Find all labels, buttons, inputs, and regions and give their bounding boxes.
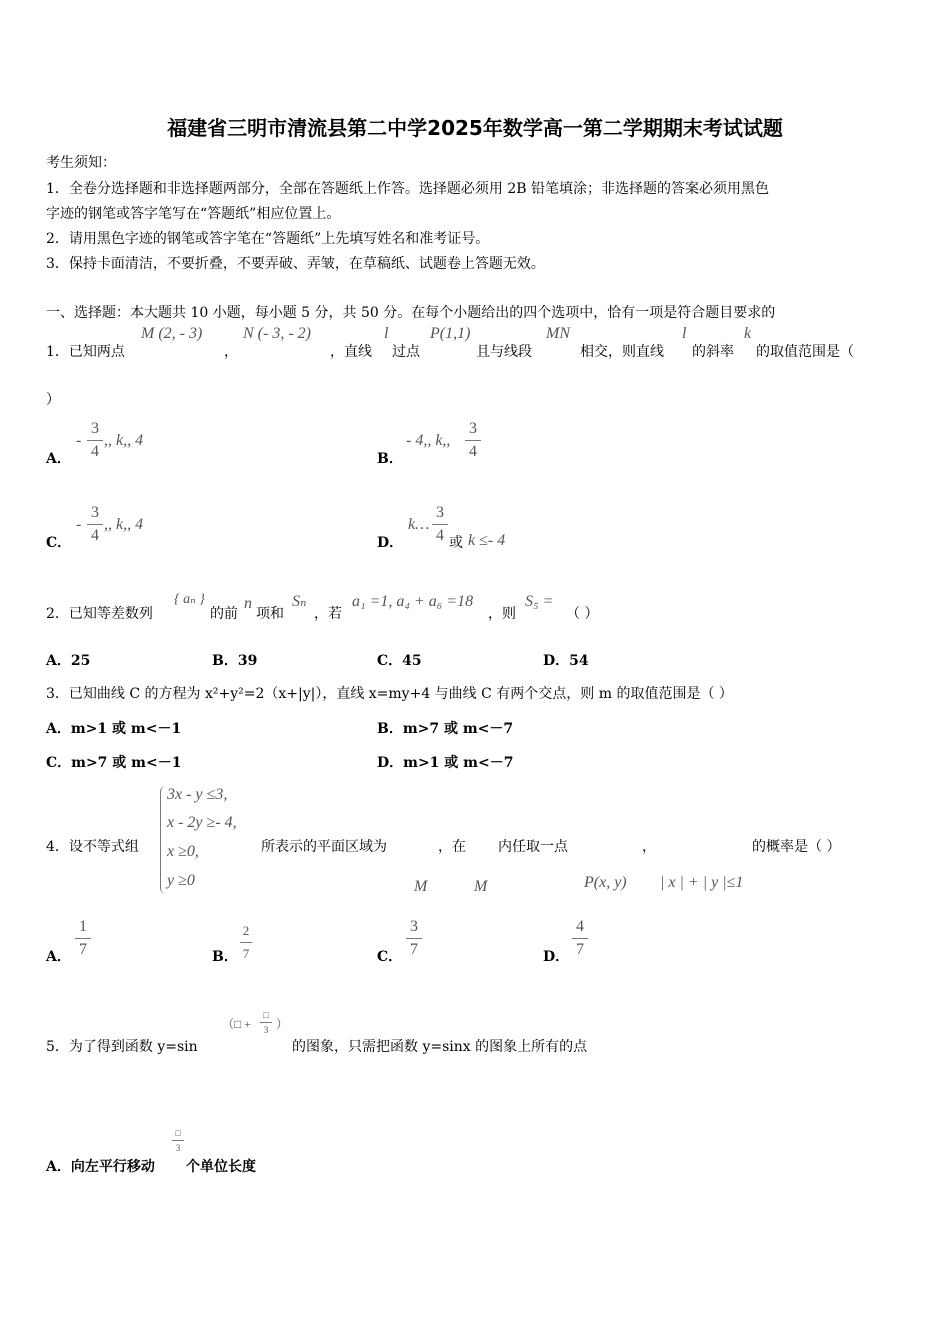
q4-inequality-2: x - 2y ≥- 4, [167, 814, 237, 831]
q4-option-d-label: D． [543, 949, 570, 965]
page-title: 福建省三明市清流县第二中学2025年数学高一第二学期期末考试试题 [167, 116, 783, 140]
q4-inequality-1: 3x - y ≤3, [167, 786, 228, 803]
q1-segment-mn: MN [546, 325, 570, 342]
q5-argument-fraction: □ 3 [260, 1010, 272, 1035]
q5-option-a-text: 个单位长度 [186, 1159, 256, 1175]
q2-text-4: ，则 [488, 606, 516, 622]
q1-close-paren: ） [46, 392, 60, 408]
q1-text-5: 的斜率 [692, 344, 734, 360]
q4-option-a-fraction: 1 7 [75, 918, 91, 959]
q5-argument: （□ + [222, 1017, 252, 1031]
q1-option-c-fraction: 3 4 [87, 504, 103, 545]
notice-item-3: 3．保持卡面清洁，不要折叠，不要弄破、弄皱，在草稿纸、试题卷上答题无效。 [46, 256, 545, 272]
q2-condition: a₁ =1, a₄ + a₆ =18 [352, 593, 474, 610]
q4-option-d-fraction: 4 7 [572, 918, 588, 959]
q3-option-a: A．m>1 或 m<－1 [46, 721, 182, 737]
q5-argument-close: ） [276, 1017, 289, 1031]
q5-option-a-fraction: □ 3 [172, 1128, 184, 1153]
q1-text-4: 相交，则直线 [580, 344, 664, 360]
q2-text-1: 的前 [210, 606, 238, 622]
q4-text-3: 内任取一点 [498, 839, 568, 855]
q1-option-a-sign: - [76, 432, 82, 449]
notice-item-2: 2．请用黑色字迹的钢笔或答字笔在“答题纸”上先填写姓名和准考证号。 [46, 231, 490, 247]
q1-option-b-fraction: 3 4 [465, 420, 481, 461]
q2-sn: Sₙ [292, 593, 307, 610]
q4-inequality-3: x ≥0, [167, 843, 199, 860]
q2-sequence-an: { aₙ } [174, 592, 205, 607]
q2-paren: （ ） [566, 606, 599, 622]
q2-option-b: B．39 [212, 653, 258, 669]
q1-option-c-sign: - [76, 516, 82, 533]
q1-option-a-range: ,, k,, 4 [104, 432, 144, 449]
q1-text-2: 过点 [392, 344, 420, 360]
notice-heading: 考生须知： [46, 155, 116, 171]
q1-point-n: N (- 3, - 2) [243, 325, 311, 342]
q5-option-a-label: A．向左平行移动 [46, 1159, 155, 1175]
q4-system-brace [160, 786, 167, 894]
q5-number-text: 5．为了得到函数 y=sin [46, 1039, 198, 1055]
q3-text: 3．已知曲线 C 的方程为 x²+y²=2（x+|y|），直线 x=my+4 与曲线 C 有两个交点，则 m 的取值范围是（ ） [46, 686, 733, 702]
notice-item-1-line-2: 字迹的钢笔或答字笔写在“答题纸”相应位置上。 [46, 206, 341, 222]
q1-text-1: ，直线 [330, 344, 372, 360]
q2-n: n [244, 595, 252, 612]
q4-inequality-4: y ≥0 [167, 872, 195, 889]
q2-option-c: C．45 [377, 653, 422, 669]
q4-text-1: 所表示的平面区域为 [261, 839, 387, 855]
q3-option-d: D．m>1 或 m<－7 [377, 755, 514, 771]
q2-s5: S₅ = [525, 593, 554, 610]
q1-option-d-fraction: 3 4 [432, 504, 448, 545]
q4-text-4: ， [642, 839, 656, 855]
q4-region-m-1: M [414, 878, 428, 895]
q1-slope-k: k [744, 325, 752, 342]
q1-point-p: P(1,1) [430, 325, 471, 342]
q3-option-b: B．m>7 或 m<－7 [377, 721, 514, 737]
q1-option-d-k: k… [408, 516, 430, 533]
q1-option-b-range: - 4,, k,, [406, 432, 451, 449]
q4-condition: | x | + | y |≤1 [660, 874, 744, 891]
q1-option-d-label: D． [377, 535, 404, 551]
q4-point-p: P(x, y) [584, 874, 627, 891]
q4-option-c-fraction: 3 7 [406, 918, 422, 959]
q3-option-c: C．m>7 或 m<－1 [46, 755, 182, 771]
q5-text: 的图象，只需把函数 y=sinx 的图象上所有的点 [292, 1039, 588, 1055]
q4-text-2: ，在 [438, 839, 466, 855]
q1-option-c-range: ,, k,, 4 [104, 516, 144, 533]
q1-option-a-fraction: 3 4 [87, 420, 103, 461]
q4-region-m-2: M [474, 878, 488, 895]
q1-text-3: 且与线段 [476, 344, 532, 360]
q1-text-6: 的取值范围是（ [756, 344, 854, 360]
q1-option-b-label: B． [377, 451, 403, 467]
section-heading: 一、选择题：本大题共 10 小题，每小题 5 分，共 50 分。在每个小题给出的四个选项中，恰有一项是符合题目要求的 [46, 305, 776, 321]
q2-text-2: 项和 [256, 606, 284, 622]
q4-option-c-label: C． [377, 949, 403, 965]
q4-option-a-label: A． [46, 949, 71, 965]
q1-option-d-range: k ≤- 4 [468, 532, 506, 549]
q4-text-5: 的概率是（ ） [752, 839, 841, 855]
q1-line-l: l [384, 325, 389, 342]
q1-option-d-or: 或 [449, 535, 463, 551]
q2-number-text: 2．已知等差数列 [46, 606, 153, 622]
q1-point-m: M (2, - 3) [141, 325, 203, 342]
q1-option-a-label: A． [46, 451, 71, 467]
q2-option-d: D．54 [543, 653, 589, 669]
q1-option-c-label: C． [46, 535, 72, 551]
q4-number-text: 4．设不等式组 [46, 839, 139, 855]
q1-number-text: 1．已知两点 [46, 344, 125, 360]
q1-line-l-2: l [682, 325, 687, 342]
q4-option-b-label: B． [212, 949, 238, 965]
q2-option-a: A．25 [46, 653, 91, 669]
q1-comma: ， [224, 344, 238, 360]
q4-option-b-fraction: 2 7 [240, 922, 252, 963]
notice-item-1-line-1: 1．全卷分选择题和非选择题两部分，全部在答题纸上作答。选择题必须用 2B 铅笔填涂；非选择题的答案必须用黑色 [46, 181, 769, 197]
q2-text-3: ，若 [314, 606, 342, 622]
